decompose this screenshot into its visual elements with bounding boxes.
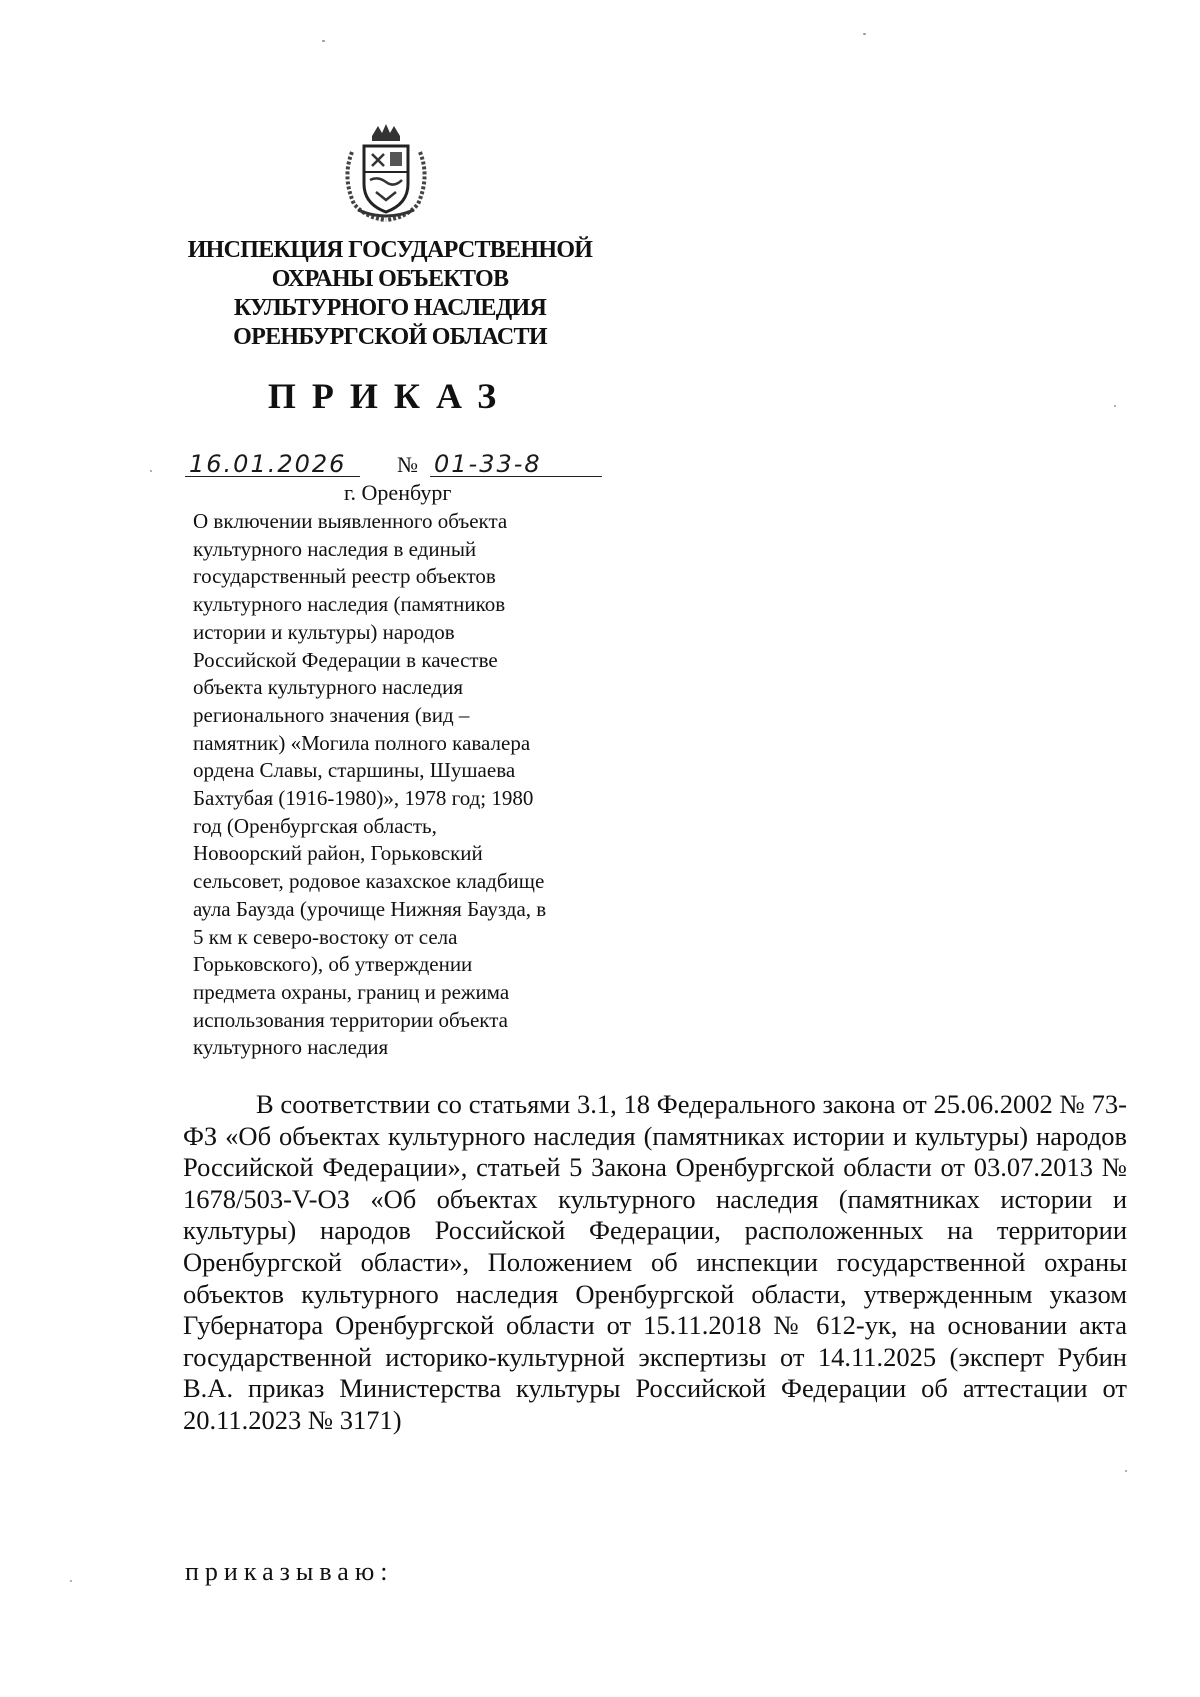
authority-line: КУЛЬТУРНОГО НАСЛЕДИЯ bbox=[233, 295, 547, 321]
city: г. Оренбург bbox=[344, 480, 452, 505]
order-subject bbox=[193, 508, 613, 1062]
preamble-paragraph: В соответствии со статьями 3.1, 18 Федерального закона от 25.06.2002 № 73-ФЗ «Об объектах культурного наследия (памятниках истории и культуры) народов Российской Федерации», статьей 5 Закона Оренбургской области от 03.07.2013 № 1678/503-V-ОЗ «Об объектах культурного наследия (памятниках истории и культуры) народов Российской Федерации, расположенных на территории Оренбургской области», Положением об инспекции государственной охраны объектов культурного наследия Оренбургской области, утвержденным указом Губернатора Оренбургской области от 15.11.2018 № 612-ук, на основании акта государственной историко-культурной экспертизы от 14.11.2025 (эксперт Рубин В.А. приказ Министерства культуры Российской Федерации об аттестации от 20.11.2023 № 3171) bbox=[183, 1089, 1127, 1435]
scan-speck bbox=[1125, 1470, 1127, 1472]
subject-line: предмета охраны, границ и режима bbox=[193, 979, 510, 1004]
scan-speck bbox=[150, 470, 152, 472]
subject-line: аула Баузда (урочище Нижняя Баузда, в bbox=[193, 896, 547, 921]
scan-speck bbox=[70, 1580, 72, 1582]
authority-name bbox=[180, 236, 600, 352]
handwritten-number: 01-33-8 bbox=[434, 450, 542, 478]
authority-line: ОРЕНБУРГСКОЙ ОБЛАСТИ bbox=[233, 324, 547, 350]
subject-line: культурного наследия (памятников bbox=[193, 592, 506, 617]
date-field bbox=[185, 448, 360, 477]
authority-line: ИНСПЕКЦИЯ ГОСУДАРСТВЕННОЙ bbox=[187, 237, 593, 263]
subject-line: ордена Славы, старшины, Шушаева bbox=[193, 758, 516, 783]
subject-line: объекта культурного наследия bbox=[193, 675, 463, 700]
subject-line: Новоорский район, Горьковский bbox=[193, 841, 483, 866]
scan-speck bbox=[1114, 405, 1116, 407]
subject-line: год (Оренбургская область, bbox=[193, 813, 437, 838]
subject-line: регионального значения (вид – bbox=[193, 702, 470, 727]
subject-line: культурного наследия bbox=[193, 1035, 389, 1060]
subject-line: 5 км к северо-востоку от села bbox=[193, 924, 458, 949]
subject-line: О включении выявленного объекта bbox=[193, 509, 508, 533]
authority-line: ОХРАНЫ ОБЪЕКТОВ bbox=[271, 266, 509, 292]
subject-line: памятник) «Могила полного кавалера bbox=[193, 730, 531, 755]
subject-line: истории и культуры) народов bbox=[193, 619, 455, 644]
scan-speck bbox=[322, 40, 325, 42]
subject-line: Российской Федерации в качестве bbox=[193, 647, 498, 672]
subject-line: сельсовет, родовое казахское кладбище bbox=[193, 869, 545, 894]
handwritten-date: 16.01.2026 bbox=[189, 450, 347, 478]
subject-line: государственный реестр объектов bbox=[193, 564, 496, 589]
subject-line: культурного наследия в единый bbox=[193, 536, 477, 561]
order-word: приказываю: bbox=[185, 1557, 394, 1586]
scan-speck bbox=[863, 33, 866, 35]
subject-line: Горьковского), об утверждении bbox=[193, 952, 473, 977]
coat-of-arms-icon bbox=[338, 122, 434, 222]
subject-line: Бахтубая (1916-1980)», 1978 год; 1980 bbox=[193, 786, 534, 811]
document-type: ПРИКАЗ bbox=[267, 376, 513, 416]
number-field bbox=[430, 448, 602, 477]
number-label: № bbox=[397, 452, 418, 477]
subject-line: использования территории объекта bbox=[193, 1007, 508, 1032]
